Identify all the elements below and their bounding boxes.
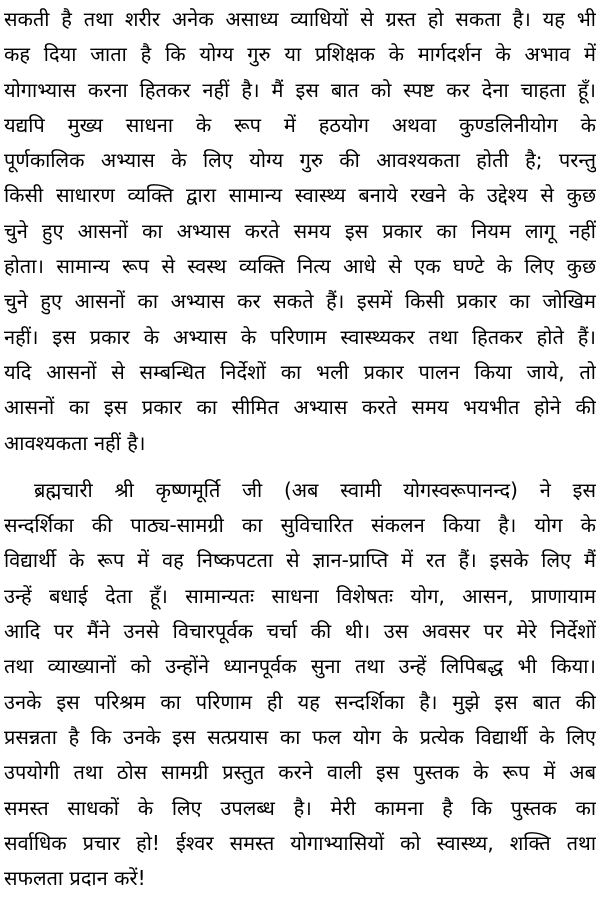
- text-line: किसी साधारण व्यक्ति द्वारा सामान्य स्वास्थ्य बनाये रखने के उद्देश्य से कुछ: [4, 183, 596, 208]
- text-line: उनके इस परिश्रम का परिणाम ही यह सन्दर्शिका है। मुझे इस बात की: [4, 689, 596, 714]
- text-line: नहीं। इस प्रकार के अभ्यास के परिणाम स्वास्थ्यकर तथा हितकर होते हैं।: [4, 324, 596, 349]
- paragraph-gap: [4, 461, 596, 473]
- text-line: विद्यार्थी के रूप में वह निष्कपटता से ज्ञान-प्राप्ति में रत हैं। इसके लिए मैं: [4, 548, 596, 573]
- text-line: आदि पर मैंने उनसे विचारपूर्वक चर्चा की थी। उस अवसर पर मेरे निर्देशों: [4, 619, 596, 644]
- text-line: योगाभ्यास करना हितकर नहीं है। मैं इस बात को स्पष्ट कर देना चाहता हूँ।: [4, 77, 596, 102]
- text-line: ब्रह्मचारी श्री कृष्णमूर्ति जी (अब स्वामी योगस्वरूपानन्द) ने इस: [34, 477, 596, 502]
- text-line: सन्दर्शिका की पाठ्य-सामग्री का सुविचारित संकलन किया है। योग के: [4, 513, 596, 538]
- text-line: पूर्णकालिक अभ्यास के लिए योग्य गुरु की आवश्यकता होती है; परन्तु: [4, 148, 596, 173]
- text-line: सफलता प्रदान करें!: [4, 866, 146, 891]
- text-line: सर्वाधिक प्रचार हो! ईश्वर समस्त योगाभ्यासियों को स्वास्थ्य, शक्ति तथा: [4, 830, 596, 855]
- text-line: तथा व्याख्यानों को उन्होंने ध्यानपूर्वक सुना तथा उन्हें लिपिबद्ध भी किया।: [4, 654, 596, 679]
- text-line: यदि आसनों से सम्बन्धित निर्देशों का भली प्रकार पालन किया जाये, तो: [4, 359, 596, 384]
- text-line: होता। सामान्य रूप से स्वस्थ व्यक्ति नित्य आधे से एक घण्टे के लिए कुछ: [4, 254, 596, 279]
- text-line: चुने हुए आसनों का अभ्यास करते समय इस प्रकार का नियम लागू नहीं: [4, 218, 596, 243]
- text-line: आवश्यकता नहीं है।: [4, 430, 146, 455]
- text-line: चुने हुए आसनों का अभ्यास कर सकते हैं। इसमें किसी प्रकार का जोखिम: [4, 289, 596, 314]
- text-line: प्रसन्नता है कि उनके इस सत्प्रयास का फल योग के प्रत्येक विद्यार्थी के लिए: [4, 724, 596, 749]
- text-line: उन्हें बधाई देता हूँ। सामान्यतः साधना विशेषतः योग, आसन, प्राणायाम: [4, 583, 596, 608]
- text-line: कह दिया जाता है कि योग्य गुरु या प्रशिक्षक के मार्गदर्शन के अभाव में: [4, 42, 596, 67]
- paragraph-1: [4, 2, 596, 461]
- document-page: [4, 2, 596, 896]
- text-line: सकती है तथा शरीर अनेक असाध्य व्याधियों से ग्रस्त हो सकता है। यह भी: [4, 7, 596, 31]
- text-line: आसनों का इस प्रकार का सीमित अभ्यास करते समय भयभीत होने की: [4, 395, 596, 420]
- paragraph-2: [4, 473, 596, 897]
- text-line: यद्यपि मुख्य साधना के रूप में हठयोग अथवा कुण्डलिनीयोग के: [4, 112, 596, 137]
- text-line: समस्त साधकों के लिए उपलब्ध है। मेरी कामना है कि पुस्तक का: [4, 795, 596, 820]
- text-line: उपयोगी तथा ठोस सामग्री प्रस्तुत करने वाली इस पुस्तक के रूप में अब: [4, 760, 596, 785]
